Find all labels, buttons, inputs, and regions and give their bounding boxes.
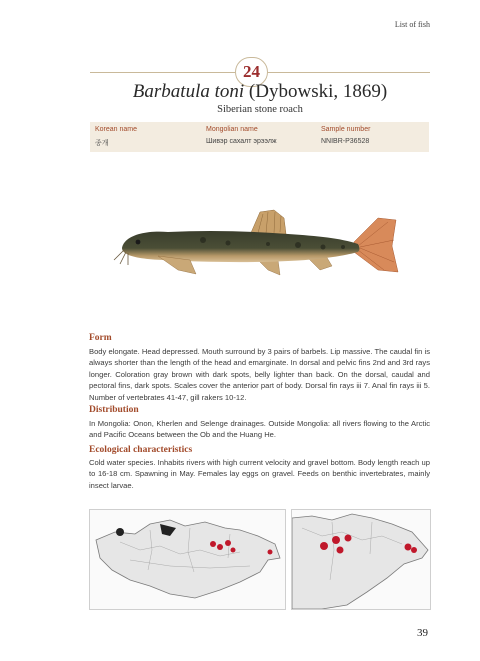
mongolia-distribution-map bbox=[89, 509, 286, 610]
sample-number-value: NNIBR-P36528 bbox=[321, 138, 370, 145]
header-rule-right bbox=[266, 72, 430, 73]
sample-number-header: Sample number bbox=[321, 126, 371, 133]
common-name: Siberian stone roach bbox=[217, 104, 303, 115]
ecology-heading: Ecological characteristics bbox=[89, 445, 193, 455]
fish-photo bbox=[108, 200, 408, 290]
form-heading: Form bbox=[89, 333, 112, 343]
ecology-text: Cold water species. Inhabits rivers with high current velocity and gravel bottom. Body length reach up to 16-18 cm. Spawning in May. Females lay eggs on gravel. Feeds on benthic invertebrates, mainly insect larvae. bbox=[89, 458, 430, 490]
page-number: 39 bbox=[417, 627, 428, 639]
mongolian-name-value: Шивэр сахалт эрээлж bbox=[206, 138, 277, 145]
mongolian-name-header: Mongolian name bbox=[206, 126, 258, 133]
distribution-text: In Mongolia: Onon, Kherlen and Selenge drainages. Outside Mongolia: all rivers flowing to the Arctic and Pacific Oceans between the Ob and the Huang He. bbox=[89, 419, 430, 440]
header-rule-left bbox=[90, 72, 235, 73]
scientific-name: Barbatula toni bbox=[132, 81, 245, 102]
form-text: Body elongate. Head depressed. Mouth surround by 3 pairs of barbels. Lip massive. The caudal fin is always shorter than the length of the head and emarginate. In dorsal and pelvic fins 2nd and 3rd rays longer. Coloration gray brown with dark spots, belly lighter than back. On the dorsal, caudal and pectoral fins, dark spots. Scales cover the anterior part of body. Dorsal fin rays iii 7. Anal fin rays iii 5. Number of vertebrates 41-47, gill rakers 10-12. bbox=[89, 347, 430, 402]
name-info-table bbox=[90, 122, 429, 152]
species-title bbox=[0, 81, 480, 103]
species-number-badge: 24 bbox=[235, 57, 268, 87]
korean-name-header: Korean name bbox=[95, 126, 138, 133]
zoomed-distribution-map bbox=[291, 509, 431, 610]
distribution-heading: Distribution bbox=[89, 405, 139, 415]
korean-name-value: 종개 bbox=[95, 140, 109, 147]
taxon-authority: (Dybowski, 1869) bbox=[248, 81, 388, 102]
running-head: List of fish bbox=[394, 20, 430, 29]
